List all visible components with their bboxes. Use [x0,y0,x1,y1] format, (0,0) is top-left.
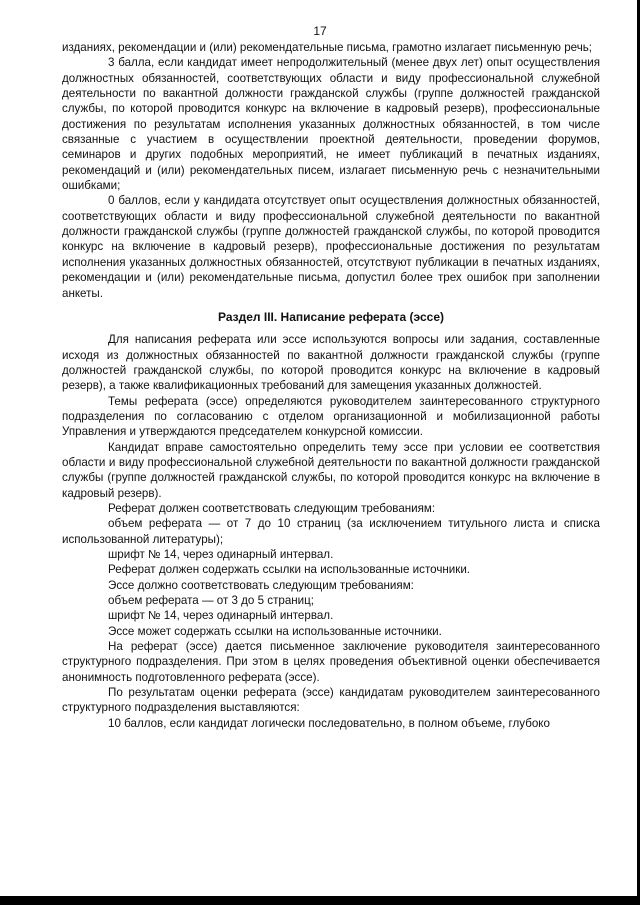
paragraph: шрифт № 14, через одинарный интервал. [108,548,334,561]
paragraph: Кандидат вправе самостоятельно определить тему эссе при условии ее соответствия области и виду профессиональной служебной деятельности по вакантной должности гражданской службы (группе должностей гражданской службы, по которой проводится конкурс на включение в кадровый резерв). [62,440,600,500]
paragraph: Темы реферата (эссе) определяются руководителем заинтересованного структурного подразделения по согласованию с отделом организационной и мобилизационной работы Управления и утверждаются председателем конкурсной комиссии. [62,394,600,439]
paragraph: объем реферата — от 7 до 10 страниц (за исключением титульного листа и списка использованной литературы); [62,517,600,546]
paragraph: изданиях, рекомендации и (или) рекомендательные письма, грамотно излагает письменную речь; [62,41,593,54]
paragraph: шрифт № 14, через одинарный интервал. [108,609,334,623]
paragraph: объем реферата — от 3 до 5 страниц; [108,594,315,608]
page-number: 17 [313,24,327,38]
document-body [62,40,600,731]
paragraph: Эссе может содержать ссылки на использованные источники. [108,624,442,638]
paragraph: Реферат должен содержать ссылки на использованные источники. [108,563,471,577]
paragraph: По результатам оценки реферата (эссе) кандидатам руководителем заинтересованного структурного подразделения выставляются: [62,686,600,715]
paragraph: Для написания реферата или эссе используются вопросы или задания, составленные исходя из должностных обязанностей по вакантной должности гражданской службы (группе должностей гражданской службы, по которой проводится конкурс на включение в кадровый резерв), а также квалификационных требований для замещения указанных должностей. [62,333,600,393]
paragraph: Реферат должен соответствовать следующим требованиям: [108,501,436,515]
paragraph: 3 балла, если кандидат имеет непродолжительный (менее двух лет) опыт осуществления должностных обязанностей, соответствующих области и виду профессиональной служебной деятельности по вакантной должности гражданской службы (группе должностей гражданской службы, по которой проводится конкурс на включение в кадровый резерв), профессиональные достижения по результатам исполнения указанных должностных обязанностей, в том числе связанные с участием в осуществлении проектной деятельности, проведении форумов, семинаров и других подобных мероприятий, не имеет публикаций в печатных изданиях, рекомендаций и (или) рекомендательных писем, излагает письменную речь с незначительными ошибками; [62,56,600,193]
paragraph: На реферат (эссе) дается письменное заключение руководителя заинтересованного структурного подразделения. При этом в целях проведения объективной оценки обеспечивается анонимность подготовленного реферата (эссе). [62,640,600,684]
scan-edge-bottom [0,896,640,905]
section-heading: Раздел III. Написание реферата (эссе) [217,309,445,324]
paragraph: 0 баллов, если у кандидата отсутствует опыт осуществления должностных обязанностей, соответствующих области и виду профессиональной служебной деятельности по вакантной должности гражданской службы (группе должностей гражданской службы, по которой проводится конкурс на включение в кадровый резерв), профессиональные достижения по результатам исполнения указанных должностных обязанностей, отсутствуют публикации в печатных изданиях, рекомендации и (или) рекомендательные письма, допустил более трех ошибок при заполнении анкеты. [62,194,600,300]
paragraph: Эссе должно соответствовать следующим требованиям: [108,578,414,592]
paragraph: 10 баллов, если кандидат логически последовательно, в полном объеме, глубоко [108,716,550,730]
